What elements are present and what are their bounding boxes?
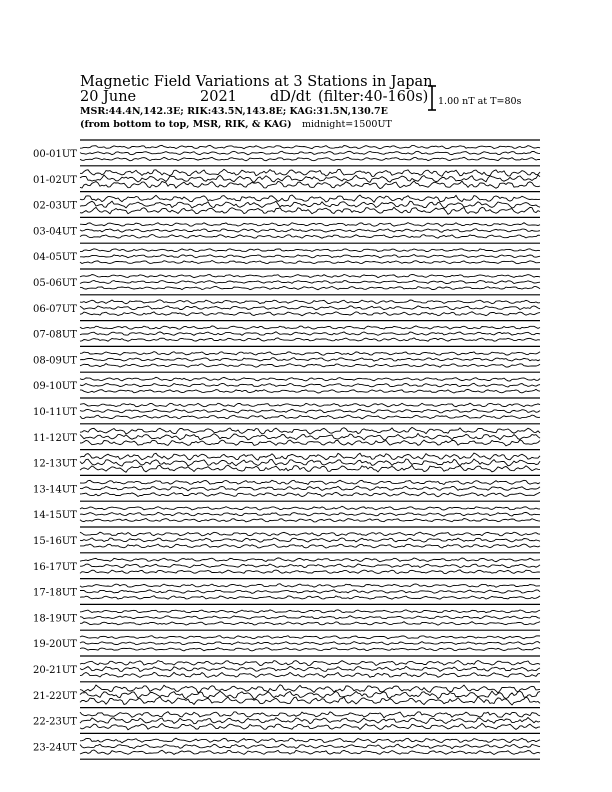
- trace-rik: [80, 280, 540, 283]
- station-order-note: (from bottom to top, MSR, RIK, & KAG): [80, 119, 292, 130]
- trace-msr: [80, 532, 540, 536]
- trace-msr: [80, 326, 540, 329]
- trace-rik: [80, 175, 540, 182]
- hour-row: [33, 346, 540, 367]
- chart-year: 2021: [200, 89, 237, 105]
- hour-label: 00-01UT: [33, 149, 77, 160]
- hour-row: [33, 217, 540, 238]
- hour-label: 08-09UT: [33, 355, 77, 367]
- trace-msr: [80, 661, 540, 666]
- hour-label: 10-11UT: [33, 407, 77, 418]
- trace-msr: [80, 738, 540, 743]
- trace-rik: [80, 459, 540, 466]
- trace-rik: [80, 691, 540, 699]
- trace-rik: [80, 201, 540, 208]
- hour-label: 01-02UT: [33, 174, 77, 186]
- trace-kag: [80, 338, 540, 341]
- trace-kag: [80, 723, 540, 730]
- trace-kag: [80, 465, 540, 472]
- hour-row: [33, 553, 540, 574]
- chart-quantity: dD/dt: [270, 89, 311, 105]
- hour-rows: [33, 140, 540, 759]
- hour-label: 23-24UT: [33, 742, 77, 754]
- trace-msr: [80, 300, 540, 304]
- hour-row: [33, 733, 540, 754]
- trace-msr: [80, 453, 540, 460]
- trace-rik: [80, 564, 540, 568]
- trace-kag: [80, 622, 540, 625]
- trace-msr: [80, 584, 540, 588]
- trace-rik: [80, 358, 540, 362]
- trace-msr: [80, 685, 540, 693]
- trace-msr: [80, 195, 540, 202]
- trace-kag: [80, 492, 540, 497]
- hour-label: 13-14UT: [33, 484, 77, 496]
- trace-rik: [80, 642, 540, 645]
- trace-kag: [80, 157, 540, 161]
- trace-msr: [80, 558, 540, 562]
- trace-kag: [80, 415, 540, 419]
- trace-kag: [80, 389, 540, 393]
- hour-label: 21-22UT: [33, 690, 77, 702]
- trace-kag: [80, 364, 540, 368]
- hour-row: [33, 398, 540, 419]
- trace-kag: [80, 440, 540, 446]
- hour-label: 14-15UT: [33, 510, 77, 522]
- trace-msr: [80, 169, 540, 176]
- hour-row: [33, 243, 540, 264]
- hour-row: [33, 321, 540, 342]
- trace-rik: [80, 744, 540, 749]
- trace-rik: [80, 409, 540, 413]
- trace-rik: [80, 486, 540, 491]
- trace-kag: [80, 672, 540, 677]
- hour-row: [33, 295, 540, 316]
- hour-label: 02-03UT: [33, 200, 77, 212]
- trace-kag: [80, 261, 540, 264]
- hour-label: 09-10UT: [33, 381, 77, 393]
- trace-rik: [80, 255, 540, 258]
- trace-kag: [80, 697, 540, 705]
- trace-msr: [80, 610, 540, 613]
- scale-bar-label: 1.00 nT at T=80s: [438, 96, 522, 107]
- midnight-note: midnight=1500UT: [302, 119, 392, 130]
- trace-msr: [80, 480, 540, 484]
- hour-label: 11-12UT: [33, 432, 77, 444]
- trace-msr: [80, 145, 540, 148]
- trace-rik: [80, 666, 540, 671]
- hour-row: [33, 192, 540, 215]
- hour-row: [33, 372, 540, 393]
- trace-msr: [80, 223, 540, 227]
- trace-msr: [80, 275, 540, 278]
- hour-label: 06-07UT: [33, 303, 77, 315]
- hour-row: [33, 166, 540, 189]
- trace-msr: [80, 249, 540, 252]
- hour-row: [33, 708, 540, 730]
- chart-date: 20 June: [80, 89, 137, 105]
- trace-kag: [80, 207, 540, 214]
- hour-row: [33, 630, 540, 651]
- hour-row: [33, 656, 540, 678]
- hour-label: 04-05UT: [33, 252, 77, 264]
- hour-row: [33, 140, 540, 161]
- trace-rik: [80, 616, 540, 619]
- hour-row: [33, 269, 540, 290]
- chart-header: [80, 74, 522, 130]
- hour-label: 15-16UT: [33, 536, 77, 547]
- hour-row: [33, 604, 540, 625]
- hour-label: 05-06UT: [33, 278, 77, 289]
- hour-row: [33, 527, 540, 548]
- trace-rik: [80, 229, 540, 233]
- trace-kag: [80, 648, 540, 651]
- station-coordinates: MSR:44.4N,142.3E; RIK:43.5N,143.8E; KAG:31.5N,130.7E: [80, 106, 388, 117]
- trace-kag: [80, 181, 540, 189]
- trace-rik: [80, 306, 540, 310]
- chart-title: Magnetic Field Variations at 3 Stations in Japan: [80, 74, 433, 90]
- trace-kag: [80, 570, 540, 574]
- trace-kag: [80, 286, 540, 289]
- hour-row: [33, 501, 540, 522]
- trace-kag: [80, 544, 540, 548]
- hour-row: [33, 475, 540, 496]
- trace-msr: [80, 403, 540, 407]
- trace-kag: [80, 596, 540, 599]
- hour-label: 20-21UT: [33, 665, 77, 676]
- trace-kag: [80, 519, 540, 522]
- trace-rik: [80, 332, 540, 336]
- hour-label: 22-23UT: [33, 716, 77, 728]
- trace-msr: [80, 377, 540, 381]
- hour-row: [33, 424, 540, 446]
- trace-rik: [80, 383, 540, 387]
- trace-rik: [80, 538, 540, 542]
- hour-label: 16-17UT: [33, 561, 77, 573]
- hour-row: [33, 682, 540, 705]
- hour-label: 12-13UT: [33, 458, 77, 470]
- hour-row: [33, 579, 540, 600]
- hour-label: 07-08UT: [33, 329, 77, 341]
- trace-kag: [80, 750, 540, 755]
- trace-msr: [80, 712, 540, 718]
- trace-rik: [80, 718, 540, 724]
- trace-msr: [80, 636, 540, 639]
- hour-row: [33, 450, 540, 473]
- hour-label: 18-19UT: [33, 613, 77, 625]
- trace-kag: [80, 312, 540, 316]
- trace-rik: [80, 151, 540, 155]
- chart-filter: (filter:40-160s): [318, 89, 429, 105]
- trace-msr: [80, 427, 540, 434]
- trace-rik: [80, 512, 540, 516]
- trace-rik: [80, 590, 540, 594]
- hour-label: 19-20UT: [33, 639, 77, 651]
- hour-label: 03-04UT: [33, 226, 77, 238]
- trace-msr: [80, 506, 540, 510]
- trace-kag: [80, 235, 540, 239]
- trace-msr: [80, 352, 540, 356]
- hour-label: 17-18UT: [33, 587, 77, 599]
